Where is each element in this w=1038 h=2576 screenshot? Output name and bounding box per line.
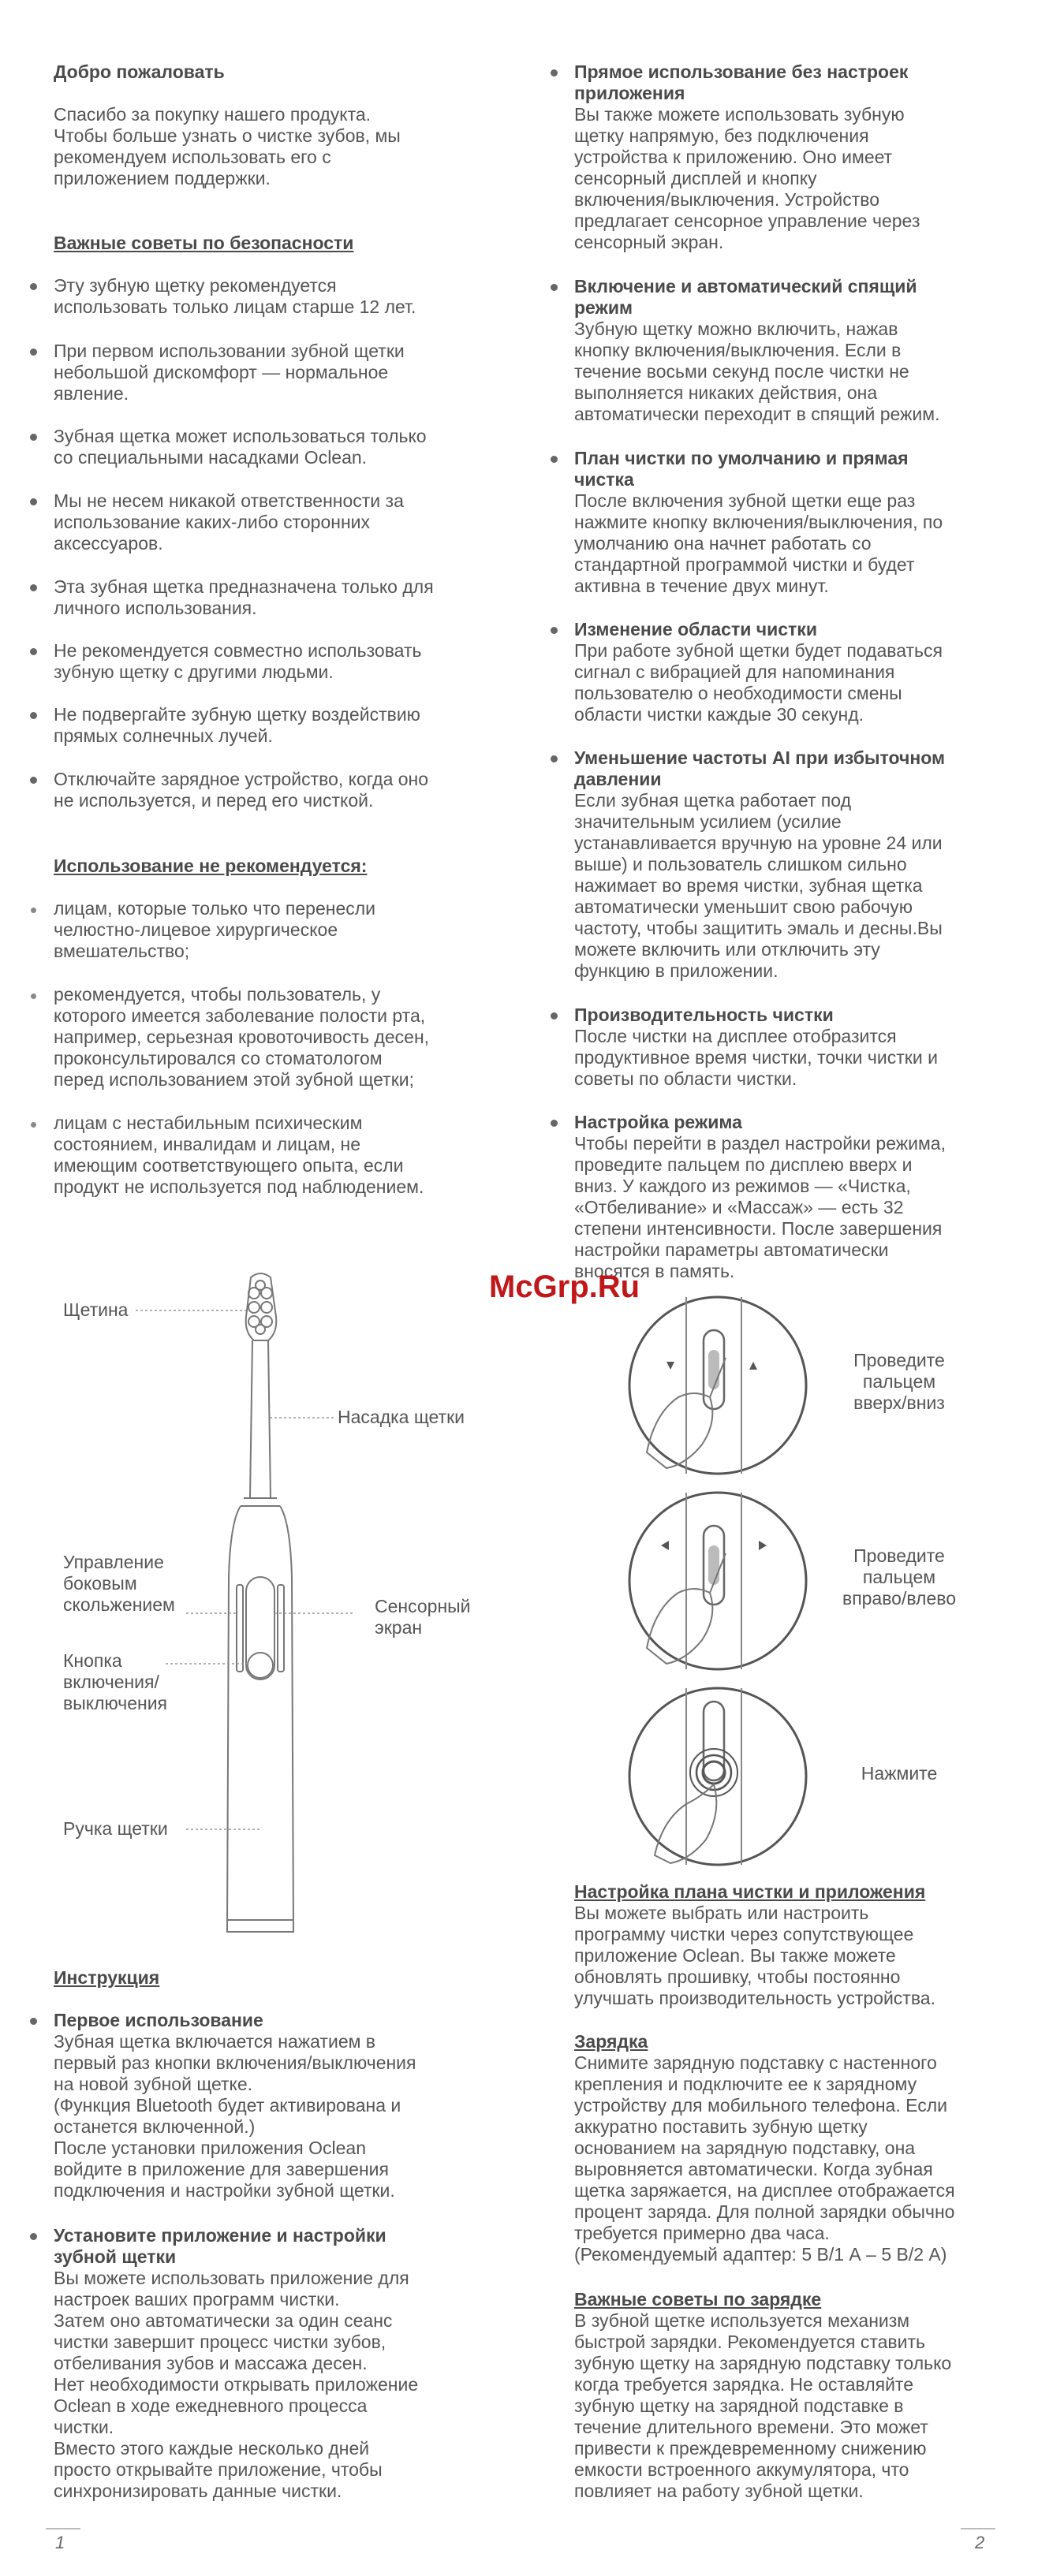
gesture-swipe-left-right [623,1490,812,1672]
section-title: Прямое использование без настроек приложения [547,62,1027,104]
section-text: При работе зубной щетки будет подаваться сигнал с вибрацией для напоминания пользователю о необходимости смены области чистки каждые 30 секунд. [574,640,943,725]
page-number-left: 1 [55,2533,65,2552]
list-item: Эту зубную щетку рекомендуется использовать только лицам старше 12 лет. [27,275,522,318]
section-text: После чистки на дисплее отобразится продуктивное время чистки, точки чистки и советы по области чистки. [574,1026,938,1089]
install-app-text: Вы можете использовать приложение для настроек ваших программ чистки. Затем оно автоматически за один сеанс чистки завершит процесс чистки зубов, отбеливания зубов и массажа десен. Нет необходимости открывать приложение Oclean в ходе ежедневного процесса чистки. Вместо этого каждые несколько дней просто открывайте приложение, чтобы синхронизировать данные чистки. [54,2268,419,2501]
gesture-label-press: Нажмите [861,1763,938,1784]
charging-tips-title: Важные советы по зарядке [574,2289,822,2309]
plan-title: Настройка плана чистки и приложения [574,1881,926,1902]
handle-shape [227,1506,293,1932]
welcome-title: Добро пожаловать [54,62,225,82]
list-item: При первом использовании зубной щетки небольшой дискомфорт — нормальное явление. [27,341,522,404]
watermark: McGrp.Ru [489,1269,640,1304]
side-slide-shape [237,1585,243,1672]
install-app-title: Установите приложение и настройки зубной щетки [27,2225,522,2268]
section-text: После включения зубной щетки еще раз нажмите кнопку включения/выключения, по умолчанию она начнет работать со стандартной программой чистки и будет активна в течение двух минут. [574,490,943,596]
brush-collar-shape [241,1498,280,1506]
charging-tips-text: В зубной щетке используется механизм быстрой зарядки. Рекомендуется ставить зубную щетку на зарядную подставку только когда требуется зарядка. Не оставляйте зубную щетку на зарядной подставке в течение длительного времени. Это может привести к преждевременному снижению емкости встроенного аккумулятора, что повлияет на работу зубной щетки. [574,2310,952,2501]
section-title: Включение и автоматический спящий режим [547,276,1027,319]
label-bristles: Щетина [63,1299,129,1320]
list-item: лицам, которые только что перенесли челюстно-лицевое хирургическое вмешательство; [27,898,522,962]
page-number-right: 2 [975,2533,985,2552]
label-touch-screen: Сенсорный экран [375,1596,471,1638]
bristle-tuft [261,1302,272,1313]
side-slide-shape-right [278,1585,284,1672]
power-button-shape [248,1653,273,1678]
not-recommended-title: Использование не рекомендуется: [54,856,368,876]
gesture-press [623,1686,812,1867]
label-side-slide: Управление боковым скольжением [63,1552,175,1615]
gesture-swipe-up-down [623,1295,812,1476]
list-item: Мы не несем никакой ответственности за использование каких-либо сторонних аксессуаров. [27,490,522,554]
charging-text: Снимите зарядную подставку с настенного крепления и подключите ее к зарядному устройству для мобильного телефона. Если аккуратно поставить зубную щетку основанием на зарядную подставку, она выровняется автоматически. Когда зубная щетка заряжается, на дисплее отображается процент заряда. Для полной зарядки обычно требуется примерно два часа. (Рекомендуемый адаптер: 5 В/1 А – 5 В/2 А) [574,2052,955,2265]
first-use-title: Первое использование [27,2010,522,2031]
safety-title: Важные советы по безопасности [54,233,354,253]
label-power-button: Кнопка включения/ выключения [63,1650,168,1713]
label-handle: Ручка щетки [63,1818,168,1839]
charging-title: Зарядка [574,2031,648,2052]
section-title: План чистки по умолчанию и прямая чистка [547,448,1027,490]
list-item: лицам с нестабильным психическим состоянием, инвалидам и лицам, не имеющим соответствующего опыта, если продукт не используется под наблюдением. [27,1113,522,1198]
instructions-title: Инструкция [54,1967,160,1988]
gesture-label-up-down: Проведите пальцем вверх/вниз [853,1350,945,1413]
section-text: Вы также можете использовать зубную щетку напрямую, без подключения устройства к приложению. Оно имеет сенсорный дисплей и кнопку включения/выключения. Устройство предлагает сенсорное управление через сенсорный экран. [574,104,920,252]
bristle-tuft [256,1325,265,1334]
list-item: рекомендуется, чтобы пользователь, у которого имеется заболевание полости рта, например, серьезная кровоточивость десен, проконсультировался со стоматологом перед использованием этой зубной щетки; [27,984,522,1090]
label-brush-head: Насадка щетки [338,1407,465,1427]
gesture-label-left-right: Проведите пальцем вправо/влево [842,1545,957,1609]
section-text: Чтобы перейти в раздел настройки режима, проведите пальцем по дисплею вверх и вниз. У каждого из режимов — «Чистка, «Отбеливание» и «Массаж» — есть 32 степени интенсивности. После завершения настройки параметры автоматически вносятся в память. [574,1133,946,1281]
brush-neck-shape [250,1340,271,1498]
first-use-text: Зубная щетка включается нажатием в первый раз кнопки включения/выключения на новой зубной щетке. (Функция Bluetooth будет активирована и останется включенной.) После установки приложения Oclean войдите в приложение для завершения подключения и настройки зубной щетки. [54,2031,416,2201]
section-title: Уменьшение частоты AI при избыточном давлении [547,747,1027,790]
list-item: Эта зубная щетка предназначена только для личного использования. [27,576,522,619]
page-footer-line-right [961,2528,995,2529]
section-text: Зубную щетку можно включить, нажав кнопку включения/выключения. Если в течение восьми секунд после чистки не выполняется никаких действия, она автоматически переходит в спящий режим. [574,319,940,424]
list-item: Не подвергайте зубную щетку воздействию прямых солнечных лучей. [27,704,522,747]
list-item: Отключайте зарядное устройство, когда оно не используется, и перед его чисткой. [27,769,522,811]
touch-screen-shape [246,1577,274,1679]
bristle-tuft [256,1281,265,1290]
page-footer-line-left [46,2528,80,2529]
bristle-tuft [248,1302,260,1313]
section-title: Изменение области чистки [547,619,1027,640]
section-title: Настройка режима [547,1112,1027,1133]
list-item: Зубная щетка может использоваться только со специальными насадками Oclean. [27,426,522,468]
welcome-text: Спасибо за покупку нашего продукта. Чтобы больше узнать о чистке зубов, мы рекомендуем использовать его с приложением поддержки. [54,104,401,188]
section-title: Производительность чистки [547,1005,1027,1026]
list-item: Не рекомендуется совместно использовать зубную щетку с другими людьми. [27,640,522,683]
plan-text: Вы можете выбрать или настроить программу чистки через сопутствующее приложение Oclean. Вы также можете обновлять прошивку, чтобы постоянно улучшать производительность устройства. [574,1903,935,2008]
section-text: Если зубная щетка работает под значительным усилием (усилие устанавливается вручную на уровне 24 или выше) и пользователь слишком сильно нажимает во время чистки, зубная щетка автоматически уменьшит свою рабочую частоту, чтобы защитить эмаль и десны.Вы можете включить или отключить эту функцию в приложении. [574,790,943,981]
